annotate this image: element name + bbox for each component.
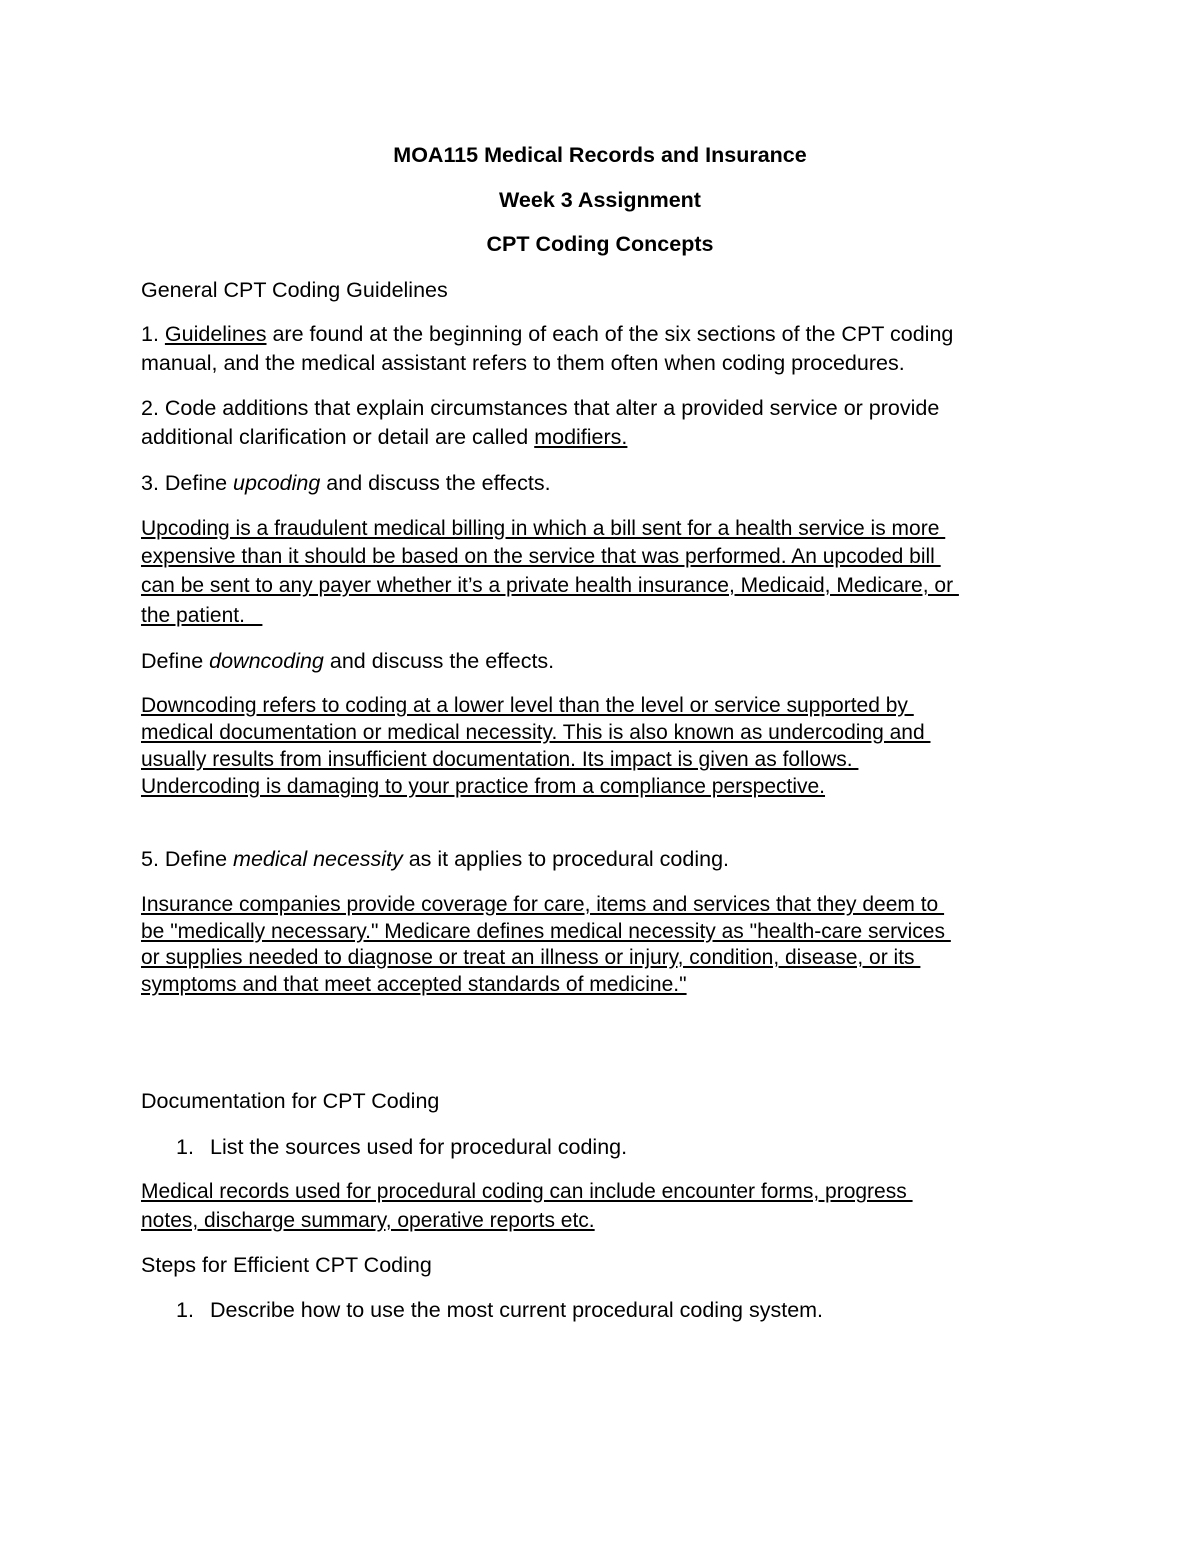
answer-4-line-3: usually results from insufficient documentation. Its impact is given as follows. bbox=[141, 748, 859, 771]
answer-5-line-4: symptoms and that meet accepted standards of medicine." bbox=[141, 973, 687, 996]
question-1-text: are found at the beginning of each of the six sections of the CPT coding bbox=[266, 322, 954, 346]
question-2-answer: modifiers. bbox=[534, 425, 628, 449]
general-guidelines-heading: General CPT Coding Guidelines bbox=[141, 278, 448, 302]
steps-list-item bbox=[176, 1296, 823, 1325]
steps-item-number: 1. bbox=[176, 1298, 194, 1322]
question-5-prefix: 5. Define bbox=[141, 847, 234, 871]
week-title: Week 3 Assignment bbox=[499, 188, 701, 212]
answer-5-line-2: be "medically necessary." Medicare defines medical necessity as "health-care services bbox=[141, 920, 951, 943]
documentation-item-number: 1. bbox=[176, 1135, 194, 1159]
question-5-term: medical necessity bbox=[233, 847, 403, 871]
question-2-line-1: 2. Code additions that explain circumstances that alter a provided service or provide bbox=[141, 396, 940, 420]
answer-5-line-3: or supplies needed to diagnose or treat an illness or injury, condition, disease, or its bbox=[141, 946, 921, 969]
course-title: MOA115 Medical Records and Insurance bbox=[393, 143, 807, 167]
steps-item-text: Describe how to use the most current procedural coding system. bbox=[210, 1298, 824, 1322]
question-5 bbox=[141, 845, 729, 874]
documentation-heading: Documentation for CPT Coding bbox=[141, 1089, 440, 1113]
question-4-prefix: Define bbox=[141, 649, 210, 673]
question-2-line-2 bbox=[141, 423, 627, 452]
question-4-term: downcoding bbox=[209, 649, 324, 673]
question-1-number: 1. bbox=[141, 322, 165, 346]
documentation-answer-line-1: Medical records used for procedural coding can include encounter forms, progress bbox=[141, 1180, 913, 1203]
answer-5-line-1: Insurance companies provide coverage for care, items and services that they deem to bbox=[141, 893, 945, 916]
documentation-answer-line-2: notes, discharge summary, operative reports etc. bbox=[141, 1209, 595, 1232]
question-3 bbox=[141, 469, 551, 498]
question-3-term: upcoding bbox=[233, 471, 321, 495]
topic-title: CPT Coding Concepts bbox=[486, 232, 714, 256]
answer-4-line-1: Downcoding refers to coding at a lower level than the level or service supported by bbox=[141, 694, 914, 717]
documentation-list-item bbox=[176, 1133, 627, 1162]
question-3-prefix: 3. Define bbox=[141, 471, 234, 495]
question-4 bbox=[141, 647, 554, 676]
answer-3-line-1: Upcoding is a fraudulent medical billing in which a bill sent for a health service is more bbox=[141, 517, 946, 540]
question-3-suffix: and discuss the effects. bbox=[320, 471, 551, 495]
answer-3-line-3: can be sent to any payer whether it’s a private health insurance, Medicaid, Medicare, or bbox=[141, 574, 959, 597]
answer-3-line-4: the patient. bbox=[141, 604, 263, 627]
answer-4-line-2: medical documentation or medical necessity. This is also known as undercoding and bbox=[141, 721, 931, 744]
question-1-answer: Guidelines bbox=[164, 322, 267, 346]
question-1-line-2: manual, and the medical assistant refers to them often when coding procedures. bbox=[141, 351, 905, 375]
answer-4-line-4: Undercoding is damaging to your practice from a compliance perspective. bbox=[141, 775, 826, 798]
answer-3-line-2: expensive than it should be based on the service that was performed. An upcoded bill bbox=[141, 545, 941, 568]
documentation-item-text: List the sources used for procedural coding. bbox=[210, 1135, 628, 1159]
steps-heading: Steps for Efficient CPT Coding bbox=[141, 1253, 432, 1277]
question-2-text: additional clarification or detail are called bbox=[141, 425, 535, 449]
question-5-suffix: as it applies to procedural coding. bbox=[402, 847, 729, 871]
question-1-line-1 bbox=[141, 320, 953, 349]
question-4-suffix: and discuss the effects. bbox=[323, 649, 555, 673]
